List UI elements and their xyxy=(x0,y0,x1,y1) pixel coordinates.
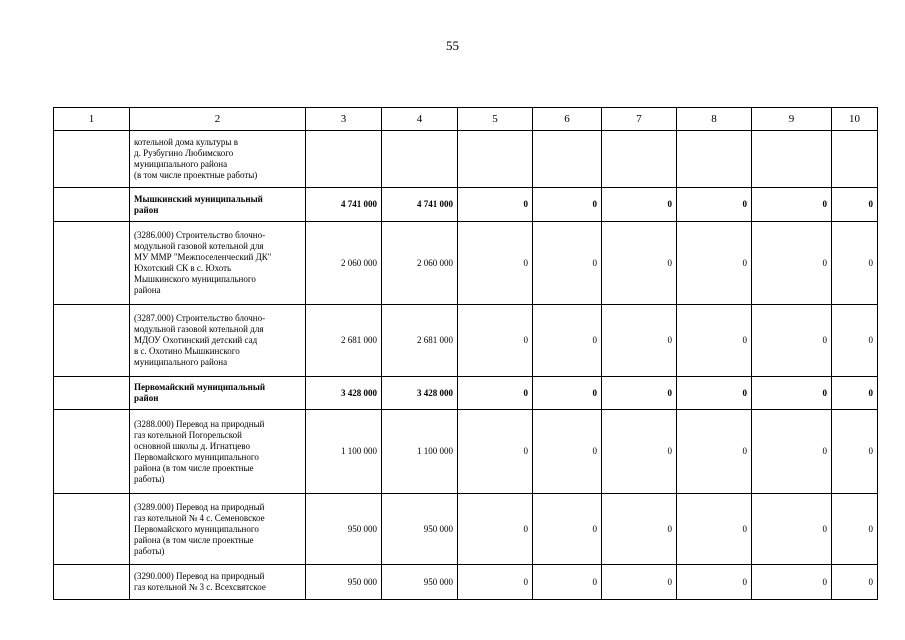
header-row xyxy=(54,108,878,131)
amount-cell: 0 xyxy=(533,222,602,305)
table-row xyxy=(54,222,878,305)
item-name-cell: (3286.000) Строительство блочно- модульной газовой котельной для МУ ММР "Межпоселенческий ДК" Юхотский СК в с. Юхоть Мышкинского муниципального района xyxy=(130,222,306,305)
amount-cell: 0 xyxy=(677,565,752,600)
amount-cell: 0 xyxy=(752,494,832,565)
amount-cell: 0 xyxy=(752,410,832,494)
amount-cell: 0 xyxy=(832,410,878,494)
table-row xyxy=(54,565,878,600)
amount-cell: 0 xyxy=(677,410,752,494)
amount-cell: 0 xyxy=(602,188,677,222)
column-header: 7 xyxy=(602,108,677,131)
amount-cell: 0 xyxy=(458,222,533,305)
amount-cell: 0 xyxy=(533,494,602,565)
column-header: 9 xyxy=(752,108,832,131)
amount-cell: 2 681 000 xyxy=(382,305,458,377)
column-header: 4 xyxy=(382,108,458,131)
amount-cell: 0 xyxy=(533,305,602,377)
amount-cell: 0 xyxy=(752,222,832,305)
amount-cell: 0 xyxy=(602,410,677,494)
table-body xyxy=(54,131,878,600)
amount-cell: 0 xyxy=(752,305,832,377)
amount-cell: 0 xyxy=(752,565,832,600)
amount-cell: 0 xyxy=(832,305,878,377)
amount-cell: 1 100 000 xyxy=(306,410,382,494)
amount-cell xyxy=(602,131,677,188)
amount-cell: 1 100 000 xyxy=(382,410,458,494)
amount-cell xyxy=(832,131,878,188)
amount-cell: 0 xyxy=(677,188,752,222)
amount-cell: 950 000 xyxy=(382,565,458,600)
amount-cell: 0 xyxy=(533,565,602,600)
index-cell xyxy=(54,222,130,305)
amount-cell: 0 xyxy=(832,188,878,222)
amount-cell xyxy=(677,131,752,188)
table-row xyxy=(54,410,878,494)
amount-cell: 0 xyxy=(832,494,878,565)
column-header: 8 xyxy=(677,108,752,131)
amount-cell xyxy=(306,131,382,188)
amount-cell: 0 xyxy=(602,565,677,600)
district-total-row xyxy=(54,377,878,410)
page-number: 55 xyxy=(446,38,459,53)
amount-cell xyxy=(458,131,533,188)
district-total-row xyxy=(54,188,878,222)
budget-table xyxy=(53,107,878,600)
column-header: 1 xyxy=(54,108,130,131)
amount-cell: 0 xyxy=(458,565,533,600)
amount-cell: 0 xyxy=(533,188,602,222)
amount-cell: 950 000 xyxy=(306,494,382,565)
amount-cell: 0 xyxy=(832,377,878,410)
amount-cell: 2 060 000 xyxy=(306,222,382,305)
index-cell xyxy=(54,305,130,377)
amount-cell: 0 xyxy=(832,222,878,305)
item-name-cell: котельной дома культуры в д. Рузбугино Любимского муниципального района (в том числе проектные работы) xyxy=(130,131,306,188)
amount-cell: 0 xyxy=(458,188,533,222)
amount-cell: 0 xyxy=(677,377,752,410)
amount-cell: 0 xyxy=(458,410,533,494)
index-cell xyxy=(54,377,130,410)
index-cell xyxy=(54,188,130,222)
table-row xyxy=(54,305,878,377)
column-header: 10 xyxy=(832,108,878,131)
table-row xyxy=(54,131,878,188)
amount-cell xyxy=(533,131,602,188)
amount-cell: 0 xyxy=(602,305,677,377)
column-header: 3 xyxy=(306,108,382,131)
amount-cell: 950 000 xyxy=(382,494,458,565)
amount-cell: 0 xyxy=(533,377,602,410)
amount-cell xyxy=(382,131,458,188)
amount-cell: 0 xyxy=(752,188,832,222)
column-header: 5 xyxy=(458,108,533,131)
index-cell xyxy=(54,565,130,600)
amount-cell: 3 428 000 xyxy=(382,377,458,410)
amount-cell: 0 xyxy=(458,494,533,565)
amount-cell: 0 xyxy=(602,494,677,565)
amount-cell: 4 741 000 xyxy=(306,188,382,222)
amount-cell: 0 xyxy=(602,222,677,305)
index-cell xyxy=(54,494,130,565)
index-cell xyxy=(54,131,130,188)
amount-cell: 0 xyxy=(458,377,533,410)
amount-cell: 4 741 000 xyxy=(382,188,458,222)
amount-cell: 2 681 000 xyxy=(306,305,382,377)
amount-cell xyxy=(752,131,832,188)
amount-cell: 0 xyxy=(602,377,677,410)
table-row xyxy=(54,494,878,565)
amount-cell: 0 xyxy=(458,305,533,377)
item-name-cell: Мышкинский муниципальный район xyxy=(130,188,306,222)
amount-cell: 0 xyxy=(677,494,752,565)
item-name-cell: (3289.000) Перевод на природный газ котельной № 4 с. Семеновское Первомайского муниципального района (в том числе проектные работы) xyxy=(130,494,306,565)
amount-cell: 0 xyxy=(533,410,602,494)
item-name-cell: Первомайский муниципальный район xyxy=(130,377,306,410)
amount-cell: 0 xyxy=(752,377,832,410)
amount-cell: 950 000 xyxy=(306,565,382,600)
amount-cell: 3 428 000 xyxy=(306,377,382,410)
amount-cell: 0 xyxy=(677,305,752,377)
item-name-cell: (3290.000) Перевод на природный газ котельной № 3 с. Всехсвятское xyxy=(130,565,306,600)
item-name-cell: (3288.000) Перевод на природный газ котельной Погорельской основной школы д. Игнатцево Первомайского муниципального района (в том числе проектные работы) xyxy=(130,410,306,494)
column-header: 6 xyxy=(533,108,602,131)
column-header: 2 xyxy=(130,108,306,131)
amount-cell: 0 xyxy=(677,222,752,305)
index-cell xyxy=(54,410,130,494)
item-name-cell: (3287.000) Строительство блочно- модульной газовой котельной для МДОУ Охотинский детский сад в с. Охотино Мышкинского муниципального района xyxy=(130,305,306,377)
amount-cell: 0 xyxy=(832,565,878,600)
amount-cell: 2 060 000 xyxy=(382,222,458,305)
